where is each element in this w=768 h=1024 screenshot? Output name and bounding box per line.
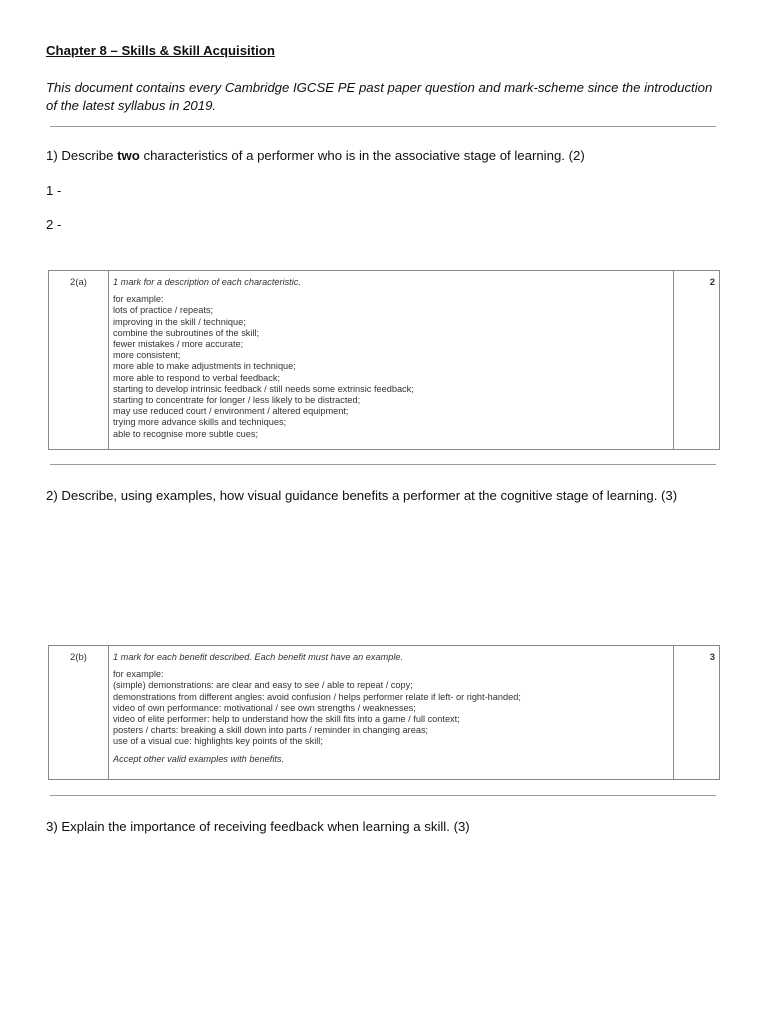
question-1 (46, 148, 585, 163)
mark-scheme-marks: 3 (673, 646, 719, 779)
divider (50, 795, 716, 796)
answer-line-2: 2 - (46, 217, 62, 232)
mark-scheme-line: for example: (113, 669, 164, 680)
intro-paragraph: This document contains every Cambridge IGCSE PE past paper question and mark-scheme since the introduction of the latest syllabus in 2019. (46, 80, 713, 113)
divider (50, 464, 716, 465)
mark-scheme-line: lots of practice / repeats; (113, 305, 214, 316)
mark-scheme-line: combine the subroutines of the skill; (113, 327, 260, 338)
mark-scheme-line: demonstrations from different angles: avoid confusion / helps performer relate if left- or right-handed; (113, 691, 521, 702)
mark-scheme-line: video of elite performer: help to understand how the skill fits into a game / full context; (113, 714, 460, 725)
mark-scheme-line: video of own performance: motivational / see own strengths / weaknesses; (113, 702, 416, 713)
mark-scheme-footer: Accept other valid examples with benefits. (113, 753, 285, 764)
mark-scheme-q2 (48, 645, 720, 780)
mark-scheme-q1 (48, 270, 720, 450)
mark-scheme-line: posters / charts: breaking a skill down into parts / reminder in changing areas; (113, 725, 429, 736)
question-1-suffix: characteristics of a performer who is in the associative stage of learning. (2) (139, 148, 585, 163)
mark-scheme-line: for example: (113, 294, 164, 305)
mark-scheme-heading: 1 mark for a description of each characteristic. (113, 277, 301, 287)
mark-scheme-line: more able to make adjustments in technique; (113, 361, 296, 372)
mark-scheme-line: trying more advance skills and techniques; (113, 417, 287, 428)
mark-scheme-line: improving in the skill / technique; (113, 316, 246, 327)
mark-scheme-question-number: 2(b) (49, 646, 109, 779)
mark-scheme-line: more consistent; (113, 350, 181, 361)
mark-scheme-heading: 1 mark for each benefit described. Each benefit must have an example. (113, 652, 404, 662)
mark-scheme-content (113, 646, 673, 765)
question-2: 2) Describe, using examples, how visual guidance benefits a performer at the cognitive stage of learning. (3) (46, 488, 678, 503)
mark-scheme-line: use of a visual cue: highlights key points of the skill; (113, 736, 323, 747)
answer-line-1: 1 - (46, 183, 62, 198)
mark-scheme-question-number: 2(a) (49, 271, 109, 449)
question-1-prefix: 1) Describe (46, 148, 118, 163)
mark-scheme-line: may use reduced court / environment / altered equipment; (113, 406, 349, 417)
mark-scheme-line: fewer mistakes / more accurate; (113, 339, 244, 350)
document-title: Chapter 8 – Skills & Skill Acquisition (46, 43, 275, 58)
mark-scheme-marks: 2 (673, 271, 719, 449)
divider (50, 126, 716, 127)
mark-scheme-line: starting to develop intrinsic feedback / still needs some extrinsic feedback; (113, 383, 414, 394)
mark-scheme-line: more able to respond to verbal feedback; (113, 372, 281, 383)
mark-scheme-line: starting to concentrate for longer / less likely to be distracted; (113, 395, 361, 406)
mark-scheme-line: able to recognise more subtle cues; (113, 428, 259, 439)
question-3: 3) Explain the importance of receiving feedback when learning a skill. (3) (46, 819, 470, 834)
mark-scheme-line: (simple) demonstrations: are clear and easy to see / able to repeat / copy; (113, 680, 413, 691)
question-1-emphasis: two (117, 148, 140, 163)
mark-scheme-content (113, 271, 673, 440)
